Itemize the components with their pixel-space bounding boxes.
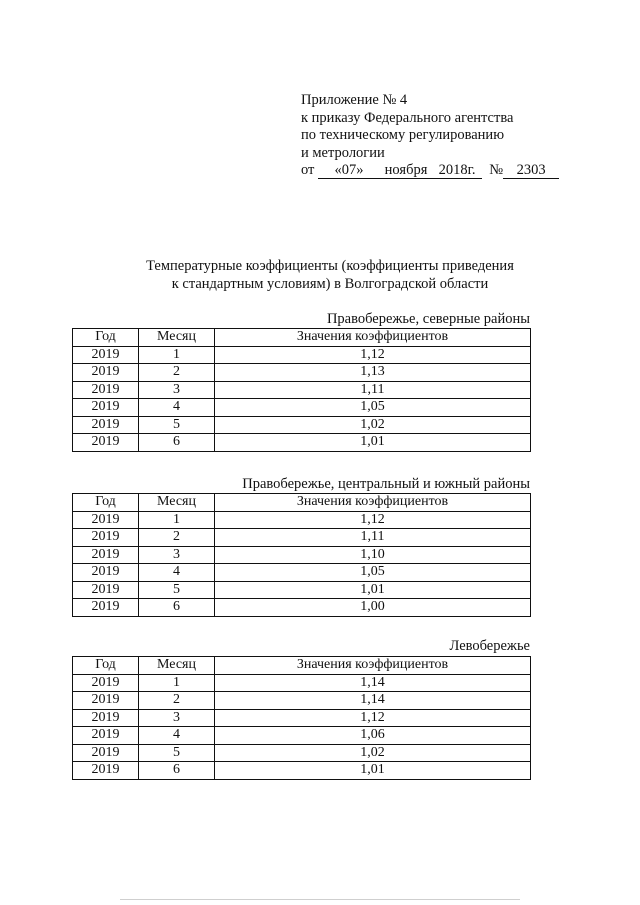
cell-month: 5	[139, 416, 215, 434]
table-row	[73, 529, 531, 547]
appendix-header	[301, 92, 559, 180]
table-row	[73, 346, 531, 364]
table-row	[73, 381, 531, 399]
table-row	[73, 599, 531, 617]
appendix-number: Приложение № 4	[301, 92, 408, 108]
cell-year: 2019	[73, 381, 139, 399]
table-row	[73, 674, 531, 692]
order-date-line	[301, 162, 559, 180]
cell-value: 1,13	[215, 364, 531, 382]
col-value: Значения коэффициентов	[215, 329, 531, 347]
coefficients-table-left-bank	[72, 656, 531, 780]
col-year: Год	[73, 329, 139, 347]
table-header-row	[73, 329, 531, 347]
cell-month: 3	[139, 709, 215, 727]
region-label-north: Правобережье, северные районы	[326, 311, 530, 327]
table-row	[73, 744, 531, 762]
cell-value: 1,14	[215, 674, 531, 692]
cell-value: 1,02	[215, 744, 531, 762]
table-row	[73, 416, 531, 434]
col-value: Значения коэффициентов	[215, 494, 531, 512]
cell-month: 4	[139, 564, 215, 582]
cell-month: 1	[139, 674, 215, 692]
cell-year: 2019	[73, 546, 139, 564]
col-month: Месяц	[139, 329, 215, 347]
cell-value: 1,05	[215, 564, 531, 582]
table-row	[73, 564, 531, 582]
cell-month: 4	[139, 399, 215, 417]
date-prefix: от	[301, 162, 315, 179]
cell-year: 2019	[73, 511, 139, 529]
cell-value: 1,05	[215, 399, 531, 417]
cell-year: 2019	[73, 564, 139, 582]
cell-value: 1,10	[215, 546, 531, 564]
date-year: 2018г.	[432, 163, 482, 179]
cell-month: 6	[139, 762, 215, 780]
order-reference: к приказу Федерального агентства	[301, 109, 514, 126]
col-month: Месяц	[139, 657, 215, 675]
table-row	[73, 434, 531, 452]
cell-month: 6	[139, 434, 215, 452]
number-sign: №	[489, 162, 504, 179]
agency-line: по техническому регулированию	[301, 127, 505, 144]
cell-value: 1,01	[215, 762, 531, 780]
title-line-2: к стандартным условиям) в Волгоградской области	[171, 276, 489, 292]
cell-year: 2019	[73, 529, 139, 547]
cell-year: 2019	[73, 727, 139, 745]
cell-value: 1,06	[215, 727, 531, 745]
agency-line-2: и метрологии	[301, 144, 385, 161]
cell-year: 2019	[73, 709, 139, 727]
table-row	[73, 709, 531, 727]
date-day: «07»	[318, 163, 380, 179]
table-header-row	[73, 657, 531, 675]
coefficients-table-north	[72, 328, 531, 452]
col-year: Год	[73, 657, 139, 675]
title-line-1: Температурные коэффициенты (коэффициенты приведения	[146, 258, 514, 274]
cell-month: 3	[139, 381, 215, 399]
cell-month: 2	[139, 529, 215, 547]
cell-year: 2019	[73, 762, 139, 780]
cell-value: 1,12	[215, 709, 531, 727]
document-title	[60, 257, 600, 293]
cell-month: 2	[139, 692, 215, 710]
cell-year: 2019	[73, 581, 139, 599]
cell-year: 2019	[73, 416, 139, 434]
cell-year: 2019	[73, 434, 139, 452]
col-month: Месяц	[139, 494, 215, 512]
cell-year: 2019	[73, 364, 139, 382]
cell-month: 3	[139, 546, 215, 564]
table-row	[73, 399, 531, 417]
coefficients-table-central-south	[72, 493, 531, 617]
col-value: Значения коэффициентов	[215, 657, 531, 675]
col-year: Год	[73, 494, 139, 512]
table-row	[73, 511, 531, 529]
cell-month: 4	[139, 727, 215, 745]
cell-value: 1,01	[215, 581, 531, 599]
cell-value: 1,00	[215, 599, 531, 617]
cell-value: 1,01	[215, 434, 531, 452]
region-label-left-bank: Левобережье	[449, 638, 530, 654]
cell-month: 5	[139, 581, 215, 599]
cell-year: 2019	[73, 346, 139, 364]
cell-year: 2019	[73, 399, 139, 417]
table-row	[73, 546, 531, 564]
cell-year: 2019	[73, 674, 139, 692]
cell-year: 2019	[73, 744, 139, 762]
cell-month: 6	[139, 599, 215, 617]
table-row	[73, 762, 531, 780]
table-header-row	[73, 494, 531, 512]
table-row	[73, 581, 531, 599]
order-number: 2303	[503, 163, 559, 179]
cell-month: 2	[139, 364, 215, 382]
scan-edge-divider	[120, 899, 520, 900]
cell-value: 1,14	[215, 692, 531, 710]
cell-value: 1,12	[215, 346, 531, 364]
cell-year: 2019	[73, 599, 139, 617]
cell-value: 1,02	[215, 416, 531, 434]
cell-value: 1,11	[215, 529, 531, 547]
table-row	[73, 364, 531, 382]
table-row	[73, 692, 531, 710]
region-label-central-south: Правобережье, центральный и южный районы	[242, 476, 530, 492]
date-month: ноября	[380, 163, 432, 179]
cell-month: 1	[139, 511, 215, 529]
cell-value: 1,12	[215, 511, 531, 529]
cell-month: 5	[139, 744, 215, 762]
table-row	[73, 727, 531, 745]
cell-year: 2019	[73, 692, 139, 710]
cell-value: 1,11	[215, 381, 531, 399]
cell-month: 1	[139, 346, 215, 364]
